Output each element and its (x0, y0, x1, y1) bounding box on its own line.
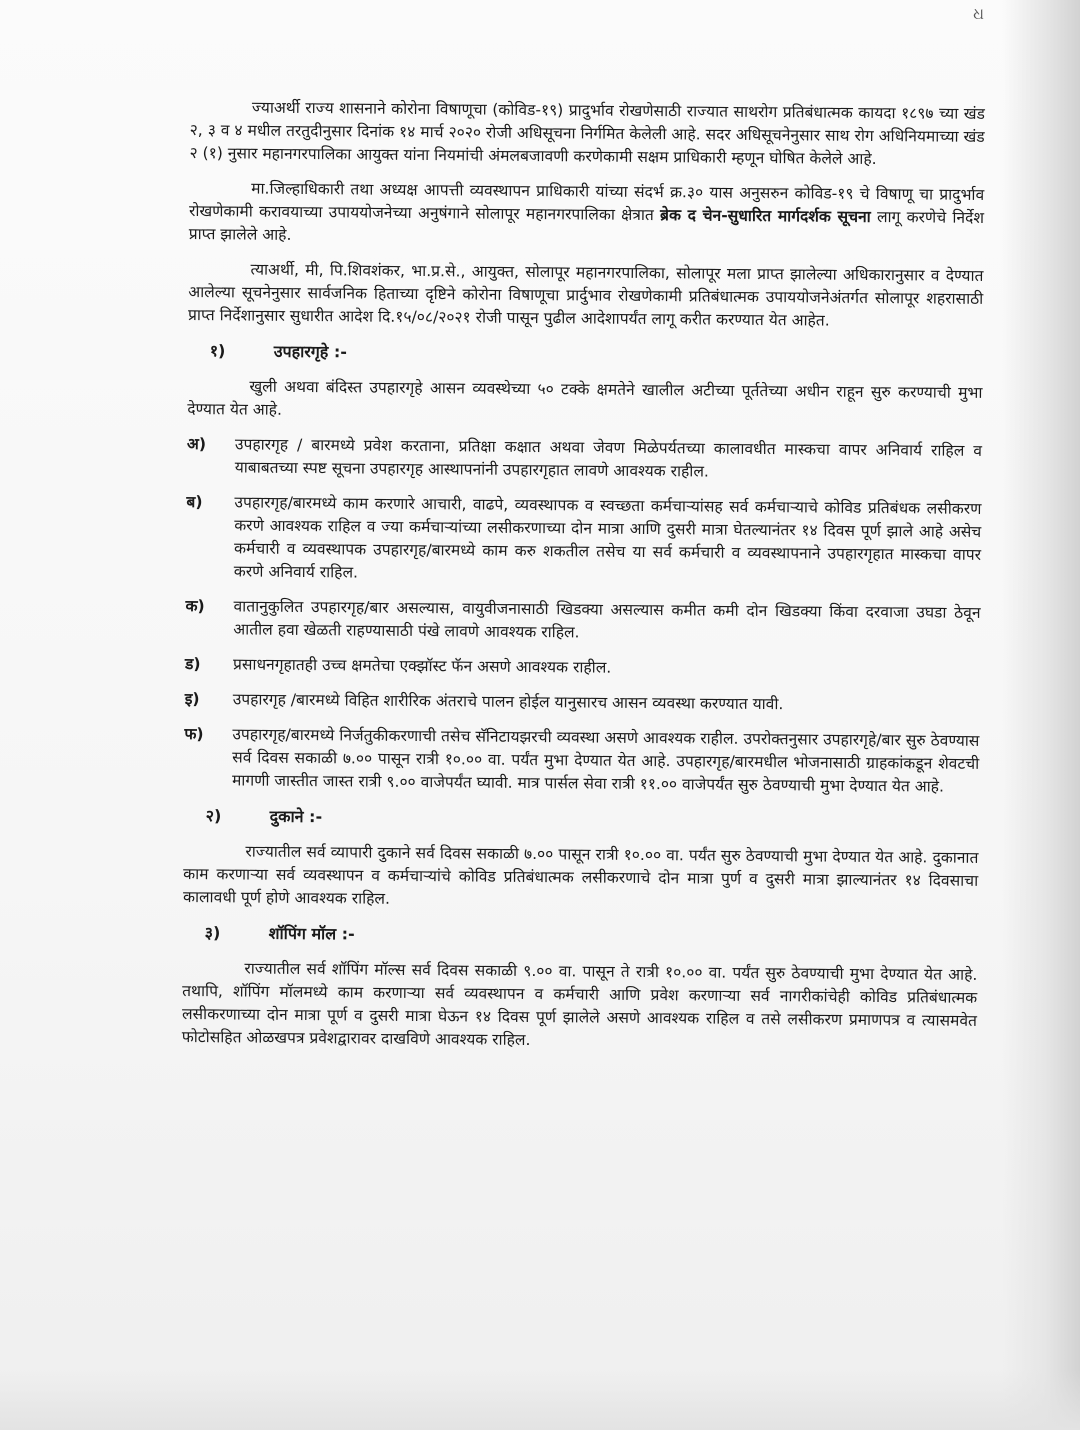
section-number: २) (205, 806, 222, 826)
list-item-text: उपहारगृह /बारमध्ये विहित शारीरिक अंतराचे पालन होईल यानुसारच आसन व्यवस्था करण्यात यावी. (232, 690, 784, 714)
list-item-text: उपहारगृह/बारमध्ये निर्जतुकीकरणाची तसेच सॅनिटायझरची व्यवस्था असणे आवश्यक राहील. उपरोक्तनुसार उपहारगृहे/बार सुरु ठेवण्यास सर्व दिवस सकाळी ७.०० पासून रात्री १०.०० वा. पर्यंत मुभा देण्यात येत आहे. उपहारगृह/बारमधील भोजनासाठी ग्राहकांकडून शेवटची मागणी जास्तीत जास्त रात्री ९.०० वाजेपर्यंत घ्यावी. मात्र पार्सल सेवा रात्री ११.०० वाजेपर्यंत सुरु ठेवण्याची मुभा देण्यात येत आहे. (231, 725, 980, 796)
list-item (185, 688, 980, 718)
list-marker: फ) (184, 724, 204, 744)
section-title: उपहारगृहे :- (273, 341, 348, 362)
list-marker: इ) (184, 689, 200, 709)
para2-text-b: लागू करणेचे निर्देश प्राप्त झालेले आहे. (188, 207, 985, 244)
section-intro-shops: राज्यातील सर्व व्यापारी दुकाने सर्व दिवस सकाळी ७.०० पासून रात्री १०.०० वा. पर्यंत सुरु ठेवण्याची मुभा देण्यात येत आहे. दुकानात काम करणाऱ्या सर्व व्यवस्थापन व कर्मचाऱ्यांचे कोविड प्रतिबंधात्मक लसीकरणाचे दोन मात्रा पुर्ण व दुसरी मात्रा झाल्यानंतर १४ दिवसाचा कालावधी पूर्ण होणे आवश्यक राहिल. (182, 842, 979, 908)
list-item-text: उपहारगृह/बारमध्ये काम करणारे आचारी, वाढपे, व्यवस्थापक व स्वच्छता कर्मचाऱ्यांसह सर्व कर्मचाऱ्याचे कोविड प्रतिबंधक लसीकरण करणे आवश्यक राहिल व ज्या कर्मचाऱ्यांच्या लसीकरणाच्या दोन मात्रा आणि दुसरी मात्रा घेतल्यानंतर १४ दिवस पूर्ण झाले आहे असेच कर्मचारी व व्यवस्थापक उपहारगृह/बारमध्ये काम करु शकतील तसेच या सर्व कर्मचारी व व्यवस्थापनाने उपहारगृहात मास्कचा वापर करणे अनिवार्य राहिल. (233, 493, 982, 582)
intro-paragraph-2 (189, 177, 985, 253)
list-marker: अ) (186, 434, 207, 454)
section-intro-shopping-mall: राज्यातील सर्व शॉपिंग मॉल्स सर्व दिवस सकाळी ९.०० वा. पासून ते रात्री १०.०० वा. पर्यंत सुरु ठेवण्याची मुभा देण्यात येत आहे. तथापि, शॉपिंग मॉलमध्ये काम करणाऱ्या सर्व व्यवस्थापन व कर्मचारी आणि प्रवेश करणाऱ्या सर्व नागरीकांचेही कोविड प्रतिबंधात्मक लसीकरणाच्या दोन मात्रा पूर्ण व दुसरी मात्रा घेऊन १४ दिवस पूर्ण झालेले असणे आवश्यक राहिल व तसे लसीकरण प्रमाणपत्र व त्यासमवेत फोटोसहित ओळखपत्र प्रवेशद्वारावर दाखविणे आवश्यक राहिल. (181, 959, 978, 1050)
list-item (184, 723, 980, 799)
list-item-text: वातानुकुलित उपहारगृह/बार असल्यास, वायुवीजनासाठी खिडक्या असल्यास कमीत कमी दोन खिडक्या किंवा दरवाजा उघडा ठेवून आतील हवा खेळती राहण्यासाठी पंखे लावणे आवश्यक राहिल. (233, 597, 981, 642)
section-title: दुकाने :- (269, 806, 323, 827)
section-number: ३) (204, 923, 221, 943)
section-heading-shopping-mall (183, 921, 978, 952)
list-marker: ब) (186, 492, 203, 512)
section-heading-restaurants (188, 339, 983, 370)
list-item-text: प्रसाधनगृहातही उच्च क्षमतेचा एक्झॉस्ट फॅन असणे आवश्यक राहील. (232, 655, 612, 677)
list-item-text: उपहारगृह / बारमध्ये प्रवेश करताना, प्रतिक्षा कक्षात अथवा जेवण मिळेपर्यतच्या कालावधीत मास्कचा वापर अनिवार्य राहिल व याबाबतच्या स्पष्ट सूचना उपहारगृह आस्थापनांनी उपहारगृहात लावणे आवश्यक राहील. (234, 435, 983, 481)
section-heading-shops (184, 804, 979, 835)
list-item (185, 595, 980, 648)
page-shadow-right (1002, 0, 1080, 1430)
list-marker: ड) (184, 654, 201, 674)
section-number: १) (209, 341, 226, 361)
list-marker: क) (185, 596, 205, 616)
section-title: शॉपिंग मॉल :- (268, 923, 355, 944)
list-item (186, 491, 982, 590)
corner-mark: ଧ (973, 4, 984, 23)
list-item (185, 653, 980, 683)
page-shadow-bottom (0, 1370, 1080, 1430)
section-intro-restaurants: खुली अथवा बंदिस्त उपहारगृहे आसन व्यवस्थेच्या ५० टक्के क्षमतेने खालील अटीच्या पूर्ततेच्या अधीन राहून सुरु करण्याची मुभा देण्यात येत आहे. (187, 377, 983, 419)
list-item (187, 433, 982, 486)
para2-bold-text: ब्रेक द चेन-सुधारित मार्गदर्शक सूचना (660, 206, 871, 226)
intro-paragraph-3: त्याअर्थी, मी, पि.शिवशंकर, भा.प्र.से., आयुक्त, सोलापूर महानगरपालिका, सोलापूर मला प्राप्त झालेल्या अधिकारानुसार व देण्यात आलेल्या सूचनेनुसार सार्वजनिक हिताच्या दृष्टिने कोरोना विषाणूचा प्रार्दुभाव रोखणेकामी प्रतिबंधात्मक उपाययोजनेअंतर्गत सोलापूर शहरासाठी प्राप्त निर्देशानुसार सुधारीत आदेश दि.१५/०८/२०२१ रोजी पासून पुढील आदेशापर्यंत लागू करीत करण्यात येत आहेत. (188, 260, 984, 330)
intro-paragraph-1: ज्याअर्थी राज्य शासनाने कोरोना विषाणूचा (कोविड-१९) प्रादुर्भाव रोखणेसाठी राज्यात साथरोग प्रतिबंधात्मक कायदा १८९७ च्या खंड २, ३ व ४ मधील तरतुदीनुसार दिनांक १४ मार्च २०२० रोजी अधिसूचना निर्गमित केलेली आहे. सदर अधिसूचनेनुसार साथ रोग अधिनियमाच्या खंड २ (१) नुसार महानगरपालिका आयुक्त यांना नियमांची अंमलबजावणी करणेकामी सक्षम प्राधिकारी म्हणून घोषित केलेले आहे. (189, 98, 985, 168)
document-body (182, 96, 985, 1068)
para2-text-a: मा.जिल्हाधिकारी तथा अध्यक्ष आपत्ती व्यवस्थापन प्राधिकारी यांच्या संदर्भ क्र.३० यास अनुसरुन कोविड-१९ चे विषाणू चा प्रादुर्भाव रोखणेकामी करावयाच्या उपाययोजनेच्या अनुषंगाने सोलापूर महानगरपालिका क्षेत्रात (188, 179, 985, 225)
